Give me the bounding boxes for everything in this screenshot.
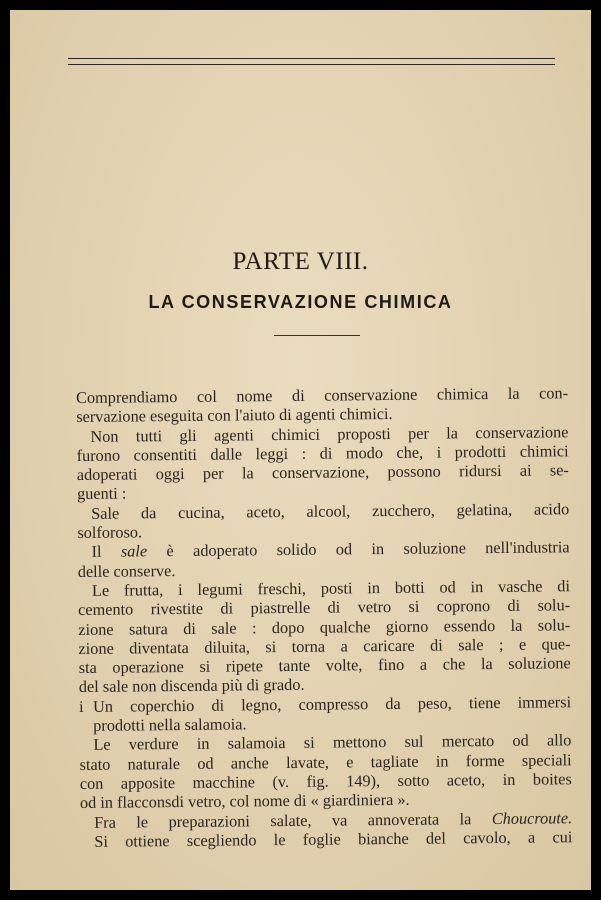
text-line: zione satura di sale : dopo qualche giorno essendo la solu- [78, 614, 571, 639]
text-line: adoperati oggi per la conservazione, possono ridursi ai se- [76, 460, 569, 485]
text-line: Le frutta, i legumi freschi, posti in botti od in vasche di [91, 576, 571, 600]
text-line: solforoso. [77, 522, 143, 543]
header-rule-top [68, 58, 555, 59]
part-title: PARTE VIII. [232, 248, 369, 275]
text-fragment: Fra le preparazioni salate, va annoverata la [94, 808, 472, 832]
stray-mark: i [78, 696, 84, 716]
text-fragment: Un coperchio di legno, compresso da peso, tiene immersi [92, 692, 572, 716]
text-line: furono consentiti dalle leggi : di modo che, i prodotti chimici [76, 441, 569, 465]
text-line: zione diventata diluita, si torna a caricare di sale ; e que- [78, 634, 571, 658]
italic-word: Choucroute. [491, 807, 573, 828]
body-text [76, 383, 572, 851]
text-line: cemento rivestite di piastrelle di vetro si coprono di solu- [78, 595, 571, 620]
text-line: Sale da cucina, aceto, alcool, zucchero, gelatina, acido [91, 499, 570, 523]
text-fragment: è adoperato solido od in soluzione nell'industria [166, 537, 570, 561]
text-line: del sale non discenda più di grado. [78, 675, 305, 697]
book-page [10, 10, 591, 890]
header-rule-bottom [68, 64, 555, 65]
italic-word: sale [120, 541, 148, 561]
text-line: delle conserve. [77, 560, 176, 581]
text-line: Comprendiamo col nome di conservazione chimica la con- [76, 383, 569, 407]
text-line: guenti : [76, 484, 127, 504]
text-line: Si ottiene scegliendo le foglie bianche del cavolo, a cui [94, 827, 573, 851]
text-line: con apposite macchine (v. fig. 149), sotto aceto, in boites [79, 769, 572, 793]
text-line: prodotti nella salamoia. [93, 714, 247, 735]
text-line: Non tutti gli agenti chimici proposti per la conservazione [90, 421, 569, 446]
text-line: stato naturale od anche lavate, e tagliate in forme speciali [79, 749, 572, 774]
text-line: servazione eseguita con l'aiuto di agenti chimici. [76, 404, 393, 427]
text-fragment: Il [91, 542, 102, 562]
title-divider [274, 335, 360, 336]
chapter-title: LA CONSERVAZIONE CHIMICA [148, 292, 453, 312]
text-line: od in flacconsdi vetro, col nome di « giardiniera ». [79, 790, 410, 813]
text-line: sta operazione si ripete tante volte, fino a che la soluzione [78, 653, 571, 678]
text-line: Le verdure in salamoia si mettono sul mercato od allo [93, 730, 572, 755]
